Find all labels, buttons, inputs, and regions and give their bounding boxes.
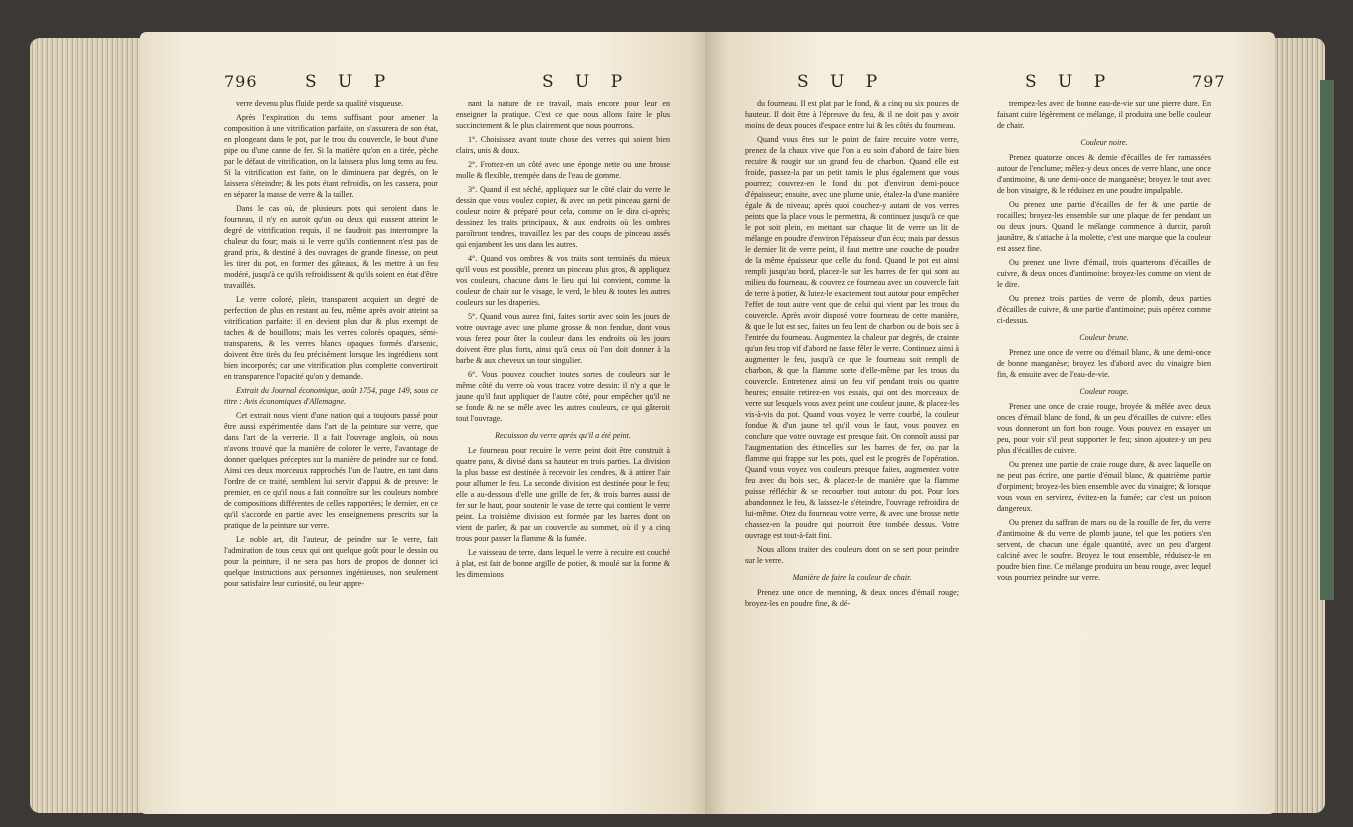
paragraph: Couleur noire.	[1080, 138, 1128, 147]
paragraph: Le vaisseau de terre, dans lequel le verre à recuire est couché à plat, est fait de bonne argille de potier, & moulé sur la forme & les dimensions	[456, 548, 670, 579]
paragraph: 6°. Vous pouvez coucher toutes sortes de couleurs sur le même côté du verre où vous tracez votre dessin: il n'y a que le jaune qu'il faut appliquer de l'autre côté, pour empêcher qu'il ne se fonde & ne se mêle avec les autres couleurs, ce qui gâteroit tout l'ouvrage.	[456, 370, 670, 423]
running-head: S U P	[305, 72, 394, 92]
paragraph: 2°. Frottez-en un côté avec une éponge nette ou une brosse molle & flexible, trempée dans de l'eau de gomme.	[456, 160, 670, 180]
paragraph: verre devenu plus fluide perde sa qualité visqueuse.	[236, 99, 404, 108]
right-page-edges	[1270, 38, 1325, 813]
paragraph: Ou prenez une livre d'émail, trois quarterons d'écailles de cuivre, & deux onces d'antimoine: broyez-les comme on vient de le dire.	[997, 258, 1211, 289]
paragraph: 3°. Quand il est séché, appliquez sur le côté clair du verre le dessin que vous voulez copier, & avec un petit pinceau garni de couleur noire & préparé pour cela, comme on le dira ci-après; dessinez les traits principaux, & aux endroits où les ombres paroîtront tendres, travaillez les par des coups de pinceau assés qui enjambent les uns dans les autres.	[456, 185, 670, 249]
left-page-edges	[30, 38, 145, 813]
right-page	[705, 32, 1275, 814]
paragraph: Le verre coloré, plein, transparent acquiert un degré de perfection de plus en restant au feu, même après avoir atteint sa vitrification parfaite: il en devient plus dur & plus exempt de taches & de bouillons; mais les verres colorés opaques, sémi-transparens, & les verres blancs opaques formés d'arsenic, doivent être tirés du feu précisément lorsque les ingrédiens sont bien incorporés; car une vitrification plus complette convertiroit en transparence l'opacité qu'on y demande.	[224, 295, 438, 381]
paragraph: 5°. Quand vous aurez fini, faites sortir avec soin les jours de votre ouvrage avec une plume grosse & non fendue, dont vous vous ferez pour ôter la couleur dans les endroits où les jours doivent être plus forts, ainsi qu'à ceux où l'on doit donner à la barbe & aux cheveux un tour singulier.	[456, 312, 670, 365]
paragraph: Manière de faire la couleur de chair.	[792, 573, 912, 582]
paragraph: 1°. Choisissez avant toute chose des verres qui soient bien clairs, unis & doux.	[456, 135, 670, 155]
paragraph: Ou prenez une partie de craie rouge dure, & avec laquelle on ne peut pas écrire, une partie d'émail blanc, & quatrième partie d'orpiment; broyez-les bien ensemble avec du vinaigre; & lorsque vous vous en servirez, évitez-en la fumée; car c'est un poison dangereux.	[997, 460, 1211, 513]
paragraph: Prenez une once de menning, & deux onces d'émail rouge; broyez-les en poudre fine, & dé-	[745, 588, 959, 608]
paragraph: Ou prenez du saffran de mars ou de la rouille de fer, du verre d'antimoine & du verre de plomb jaune, tel que les potiers s'en servent, de chacun une égale quantité, avec un peu d'argent calciné avec le soufre. Broyez le tout ensemble, réduisez-le en poudre bien fine. Ce mélange produira un beau rouge, avec lequel vous pourriez peindre sur verre.	[997, 518, 1211, 582]
paragraph: Recuisson du verre après qu'il a été peint.	[495, 431, 631, 440]
paragraph: trempez-les avec de bonne eau-de-vie sur une pierre dure. En faisant cuire légèrement ce mélange, il produira une belle couleur de chair.	[997, 99, 1211, 130]
text-column-2	[997, 98, 1211, 586]
running-head: S U P	[1025, 72, 1114, 92]
text-column-1	[745, 98, 959, 612]
paragraph: Prenez quatorze onces & demie d'écailles de fer ramassées autour de l'enclume; mêlez-y deux onces de verre blanc, une once d'antimoine, & une demi-once de manganèse; broyez le tout avec de bon vinaigre, & le réduisez en une poudre impalpable.	[997, 153, 1211, 195]
paragraph: Couleur brune.	[1079, 333, 1129, 342]
paragraph: Ou prenez trois parties de verre de plomb, deux parties d'écailles de cuivre, & une partie d'antimoine; puis opérez comme ci-dessus.	[997, 294, 1211, 325]
paragraph: Ou prenez une partie d'écailles de fer & une partie de rocailles; broyez-les ensemble sur une plaque de fer pendant un ou deux jours. Quand le mélange commence à durcir, paroît jaunâtre, & s'attache à la molette, c'est une marque que la couleur est assez fine.	[997, 200, 1211, 253]
paragraph: Dans le cas où, de plusieurs pots qui seroient dans le fourneau, il n'y en auroit qu'un ou deux qui eussent atteint le degré de vitrification requis, il ne faudroit pas interrompre la chaleur du four; mais si le verre qu'ils contiennent n'est pas de grand prix, & destiné à des ouvrages de grande finesse, on peut les tirer du pot, en former des gâteaux, & les mettre à un feu modéré, jusqu'à ce qu'ils refroidissent & qu'ils soient en état d'être travaillés.	[224, 204, 438, 290]
paragraph: Le noble art, dit l'auteur, de peindre sur le verre, fait l'admiration de tous ceux qui ont quelque goût pour le dessin ou pour la peinture, il ne sera pas hors de propos de donner ici quelque instructions aux personnes ingénieuses, non seulement pour satisfaire leur curiosité, ou leur appre-	[224, 535, 438, 588]
page-number-left: 796	[224, 72, 258, 91]
open-book	[30, 20, 1330, 820]
paragraph: Extrait du Journal économique, août 1754, page 149, sous ce titre : Avis économiques d'Allemagne.	[224, 386, 438, 406]
running-head: S U P	[797, 72, 886, 92]
paragraph: nant la nature de ce travail, mais encore pour leur en enseigner la pratique. C'est ce que nous allons faire le plus succinctement & le plus clairement que nous pourrons.	[456, 99, 670, 130]
paragraph: 4°. Quand vos ombres & vos traits sont terminés du mieux qu'il vous est possible, prenez un pinceau plus gros, & appliquez vos couleurs, chacune dans le lieu qui lui convient, comme la couleur de chair sur le visage, le verd, le bleu & toutes les autres couleurs sur les draperies.	[456, 254, 670, 307]
running-head: S U P	[542, 72, 631, 92]
text-column-1	[224, 98, 438, 592]
paragraph: Prenez une once de craie rouge, broyée & mêlée avec deux onces d'émail blanc de fond, & un peu d'écailles de cuivre: elles vous donneront un fort bon rouge. Vous pouvez en essayer un peu, pour voir s'il peut supporter le feu; sinon ajoutez-y un peu plus d'écailles de cuivre.	[997, 402, 1211, 455]
paragraph: du fourneau. Il est plat par le fond, & a cinq ou six pouces de hauteur. Il doit être à l'épreuve du feu, & il ne doit pas y avoir moins de deux pouces d'espace entre lui & les côtés du fourneau.	[745, 99, 959, 130]
paragraph: Quand vous êtes sur le point de faire recuire votre verre, prenez de la chaux vive que l'on a eu soin d'abord de faire bien recuire & rougir sur un grand feu de charbon. Quand elle est froide, passez-la par un petit tamis le plus également que vous pourrez; couvrez-en le fond du pot d'environ demi-pouce d'épaisseur; ensuite, avec une plume unie, étalez-la d'une manière égale & de niveau; après quoi couchez-y autant de vos verres peints que la place vous le permettra, & continuez jusqu'à ce que le pot soit plein, en mettant sur chaque lit de verre un lit de mélange en poudre d'environ l'épaisseur d'un écu; mais par dessus le dernier lit de verre peint, il faut mettre une couche de poudre de la même épaisseur que celle du fond. Quand le pot est ainsi rempli jusqu'au bord, placez-le sur les barres de fer qui sont au milieu du fourneau, & couvrez ce fourneau avec un couvercle fait de terre à potier, & lutez-le exactement tout autour pour empêcher l'effet de tout autre vent que de celui qui vient par les trous du couvercle. Après avoir disposé votre fourneau de cette manière, & que le lut est sec, faites un feu lent de charbon ou de bois sec à l'entrée du fourneau. Augmentez la chaleur par degrés, de crainte qu'un feu trop vif d'abord ne fasse fêler le verre. Continuez ainsi à augmenter le feu, jusqu'à ce que le fourneau soit rempli de charbon, & que la flamme sorte d'elle-même par les trous du couvercle. Entretenez ainsi un feu vif pendant trois ou quatre heures; ensuite retirez-en vos essais, qui ont des morceaux de verre sur lesquels vous avez peint une couleur jaune, & placez-les vis-à-vis du pot. Quand vous voyez le verre courbé, la couleur fondue & d'un jaune tel qu'il vous le faut, vous pouvez en conclure que votre ouvrage est presque fait. On connoît aussi par l'augmentation des étincelles sur les barres de fer, ou par la flamme qui frappe sur les pots, quel est le progrès de l'opération. Quand vous voyez vos couleurs presque faites, augmentez votre feu avec du bois sec, & placez-le de manière que la flamme puisse réfléchir & se recourber tout autour du pot. Pour lors abandonnez le feu, & laissez-le s'éteindre, l'ouvrage refroidira de lui-même. Otez du fourneau votre verre, & avec une brosse nette chassez-en la poudre qui pourroit être tombée dessus. Votre ouvrage est tout-à-fait fini.	[745, 135, 959, 540]
paragraph: Le fourneau pour recuire le verre peint doit être construit à quatre pans, & divisé dans sa hauteur en trois parties. La division la plus basse est destinée à recevoir les cendres, & à attirer l'air pour allumer le feu. La seconde division est destinée pour le feu; elle a au-dessous d'elle une grille de fer, & trois barres aussi de fer sur le haut, pour soutenir le vase de terre qui contient le verre peint. La troisième division est formée par les barres dont on vient de parler, & par un couvercle au sommet, où il y a cinq trous pour passer la flamme & la fumée.	[456, 446, 670, 543]
page-number-right: 797	[1192, 72, 1226, 91]
paragraph: Après l'expiration du tems suffisant pour amener la composition à une vitrification parfaite, on s'assurera de son état, en plongeant dans le pot, par le trou du couvercle, le bout d'une pipe ou d'une canne de fer. Si la matière qu'on en a tirée, pèche par le défaut de vitrification, on la laissera plus long tems au feu. Si la vitrification est faite, on le diminuera par degrés, on le laissera s'éteindre; & les pots étant refroidis, on les cassera, pour en séparer la masse de verre & la tailler.	[224, 113, 438, 199]
left-page	[140, 32, 712, 814]
paragraph: Prenez une once de verre ou d'émail blanc, & une demi-once de bonne manganèse; broyez les d'abord avec du vinaigre bien fin, & ensuite avec de l'eau-de-vie.	[997, 348, 1211, 379]
paragraph: Cet extrait nous vient d'une nation qui a toujours passé pour être aussi expérimentée dans l'art de la peinture sur verre, que dans l'art de la verrerie. Il a fait l'ouvrage anglois, où nous n'avons trouvé que la manière de colorer le verre, l'avantage de donner quelques préceptes sur la manière de peindre sur ce fond. Ainsi ces deux morceaux rapprochés l'un de l'autre, en tant dans l'ordre de ce traité, semblent lui servir d'appui & de preuve: le premier, en ce qu'il nous a fait connoître sur les couleurs nombre de compositions différentes de celles rapportées; le dernier, en ce qu'il s'accorde en partie avec les enseignemens prescrits sur la pratique de la peinture sur verre.	[224, 411, 438, 530]
paragraph: Couleur rouge.	[1079, 387, 1129, 396]
paragraph: Nous allons traiter des couleurs dont on se sert pour peindre sur le verre.	[745, 545, 959, 565]
text-column-2	[456, 98, 670, 583]
bookmark-tab	[1320, 80, 1334, 600]
